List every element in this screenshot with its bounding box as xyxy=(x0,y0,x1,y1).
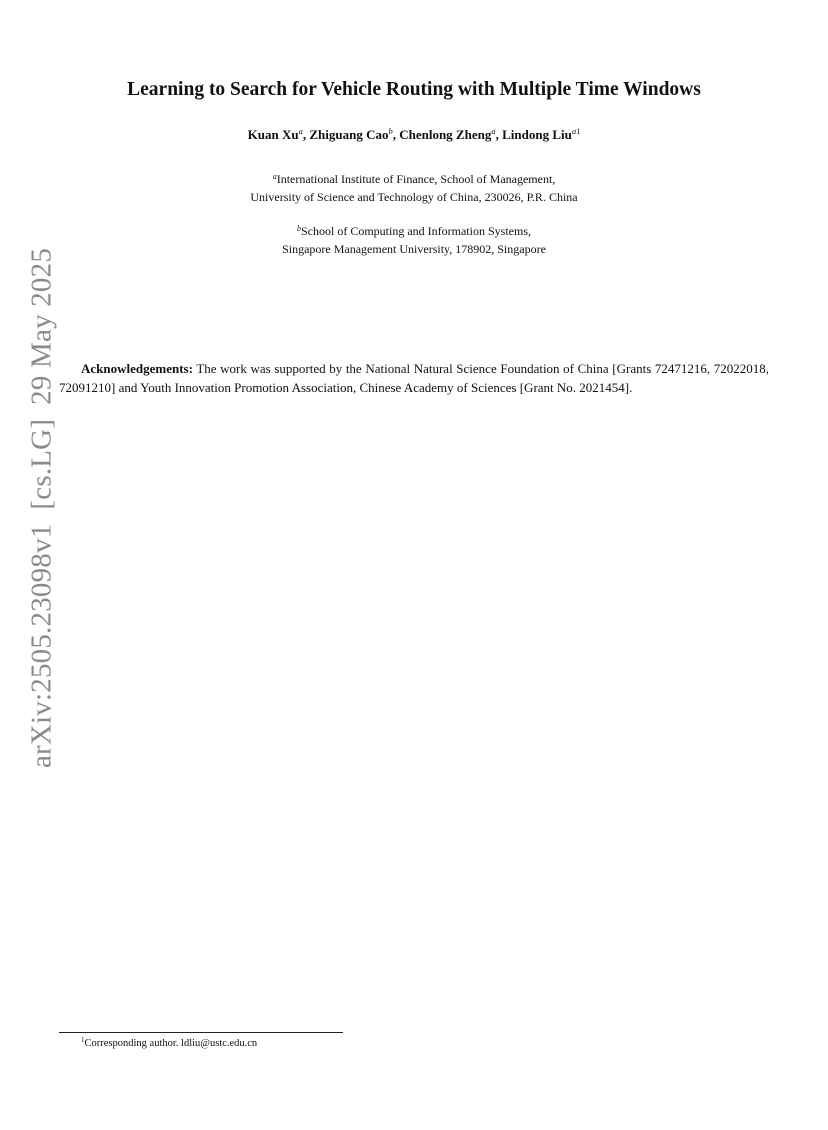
author-affiliation-mark: a xyxy=(491,126,496,136)
affiliation-a xyxy=(0,170,828,206)
author-name: Kuan Xu xyxy=(247,127,299,142)
arxiv-id: arXiv:2505.23098v1 xyxy=(25,523,58,769)
acknowledgements-label: Acknowledgements: xyxy=(81,361,193,376)
affiliation-line1-text: School of Computing and Information Systems, xyxy=(301,224,531,238)
affiliation-line xyxy=(0,170,828,188)
author-affiliation-mark: b xyxy=(388,126,393,136)
paper-title: Learning to Search for Vehicle Routing with Multiple Time Windows xyxy=(127,79,701,100)
author-affiliation-mark: a xyxy=(298,126,303,136)
author-separator: , xyxy=(392,127,400,142)
arxiv-category: [cs.LG] xyxy=(25,418,58,510)
author-separator: , xyxy=(495,127,503,142)
affiliation-line1-text: International Institute of Finance, School of Management, xyxy=(276,172,556,186)
author-affiliation-mark: a xyxy=(571,126,577,136)
footnote-text: Corresponding author. ldliu@ustc.edu.cn xyxy=(84,1038,258,1049)
author-name: Lindong Liu xyxy=(502,127,572,142)
acknowledgements-text: The work was supported by the National Natural Science Foundation of China [Grants 72471216, 72022018, 72091210] and Youth Innovation Promotion Association, Chinese Academy of Sciences [Grant No. 2021454]. xyxy=(59,361,770,395)
arxiv-date: 29 May 2025 xyxy=(25,247,58,405)
author-name: Zhiguang Cao xyxy=(309,127,389,142)
author-list xyxy=(0,126,828,144)
author-footnote-mark: 1 xyxy=(576,126,581,136)
affiliation-line2: Singapore Management University, 178902, Singapore xyxy=(282,242,546,256)
arxiv-identifier-stamp xyxy=(26,248,59,768)
affiliation-mark: a xyxy=(272,172,277,181)
acknowledgements-paragraph xyxy=(59,360,769,397)
footnote-divider xyxy=(59,1032,343,1033)
author-separator: , xyxy=(302,127,310,142)
footnote-mark: 1 xyxy=(81,1036,85,1044)
affiliation-line xyxy=(0,222,828,240)
affiliation-mark: b xyxy=(297,224,301,233)
author-name: Chenlong Zheng xyxy=(399,127,492,142)
affiliation-line2: University of Science and Technology of China, 230026, P.R. China xyxy=(250,190,578,204)
affiliation-b xyxy=(0,222,828,258)
footnote xyxy=(81,1037,257,1051)
